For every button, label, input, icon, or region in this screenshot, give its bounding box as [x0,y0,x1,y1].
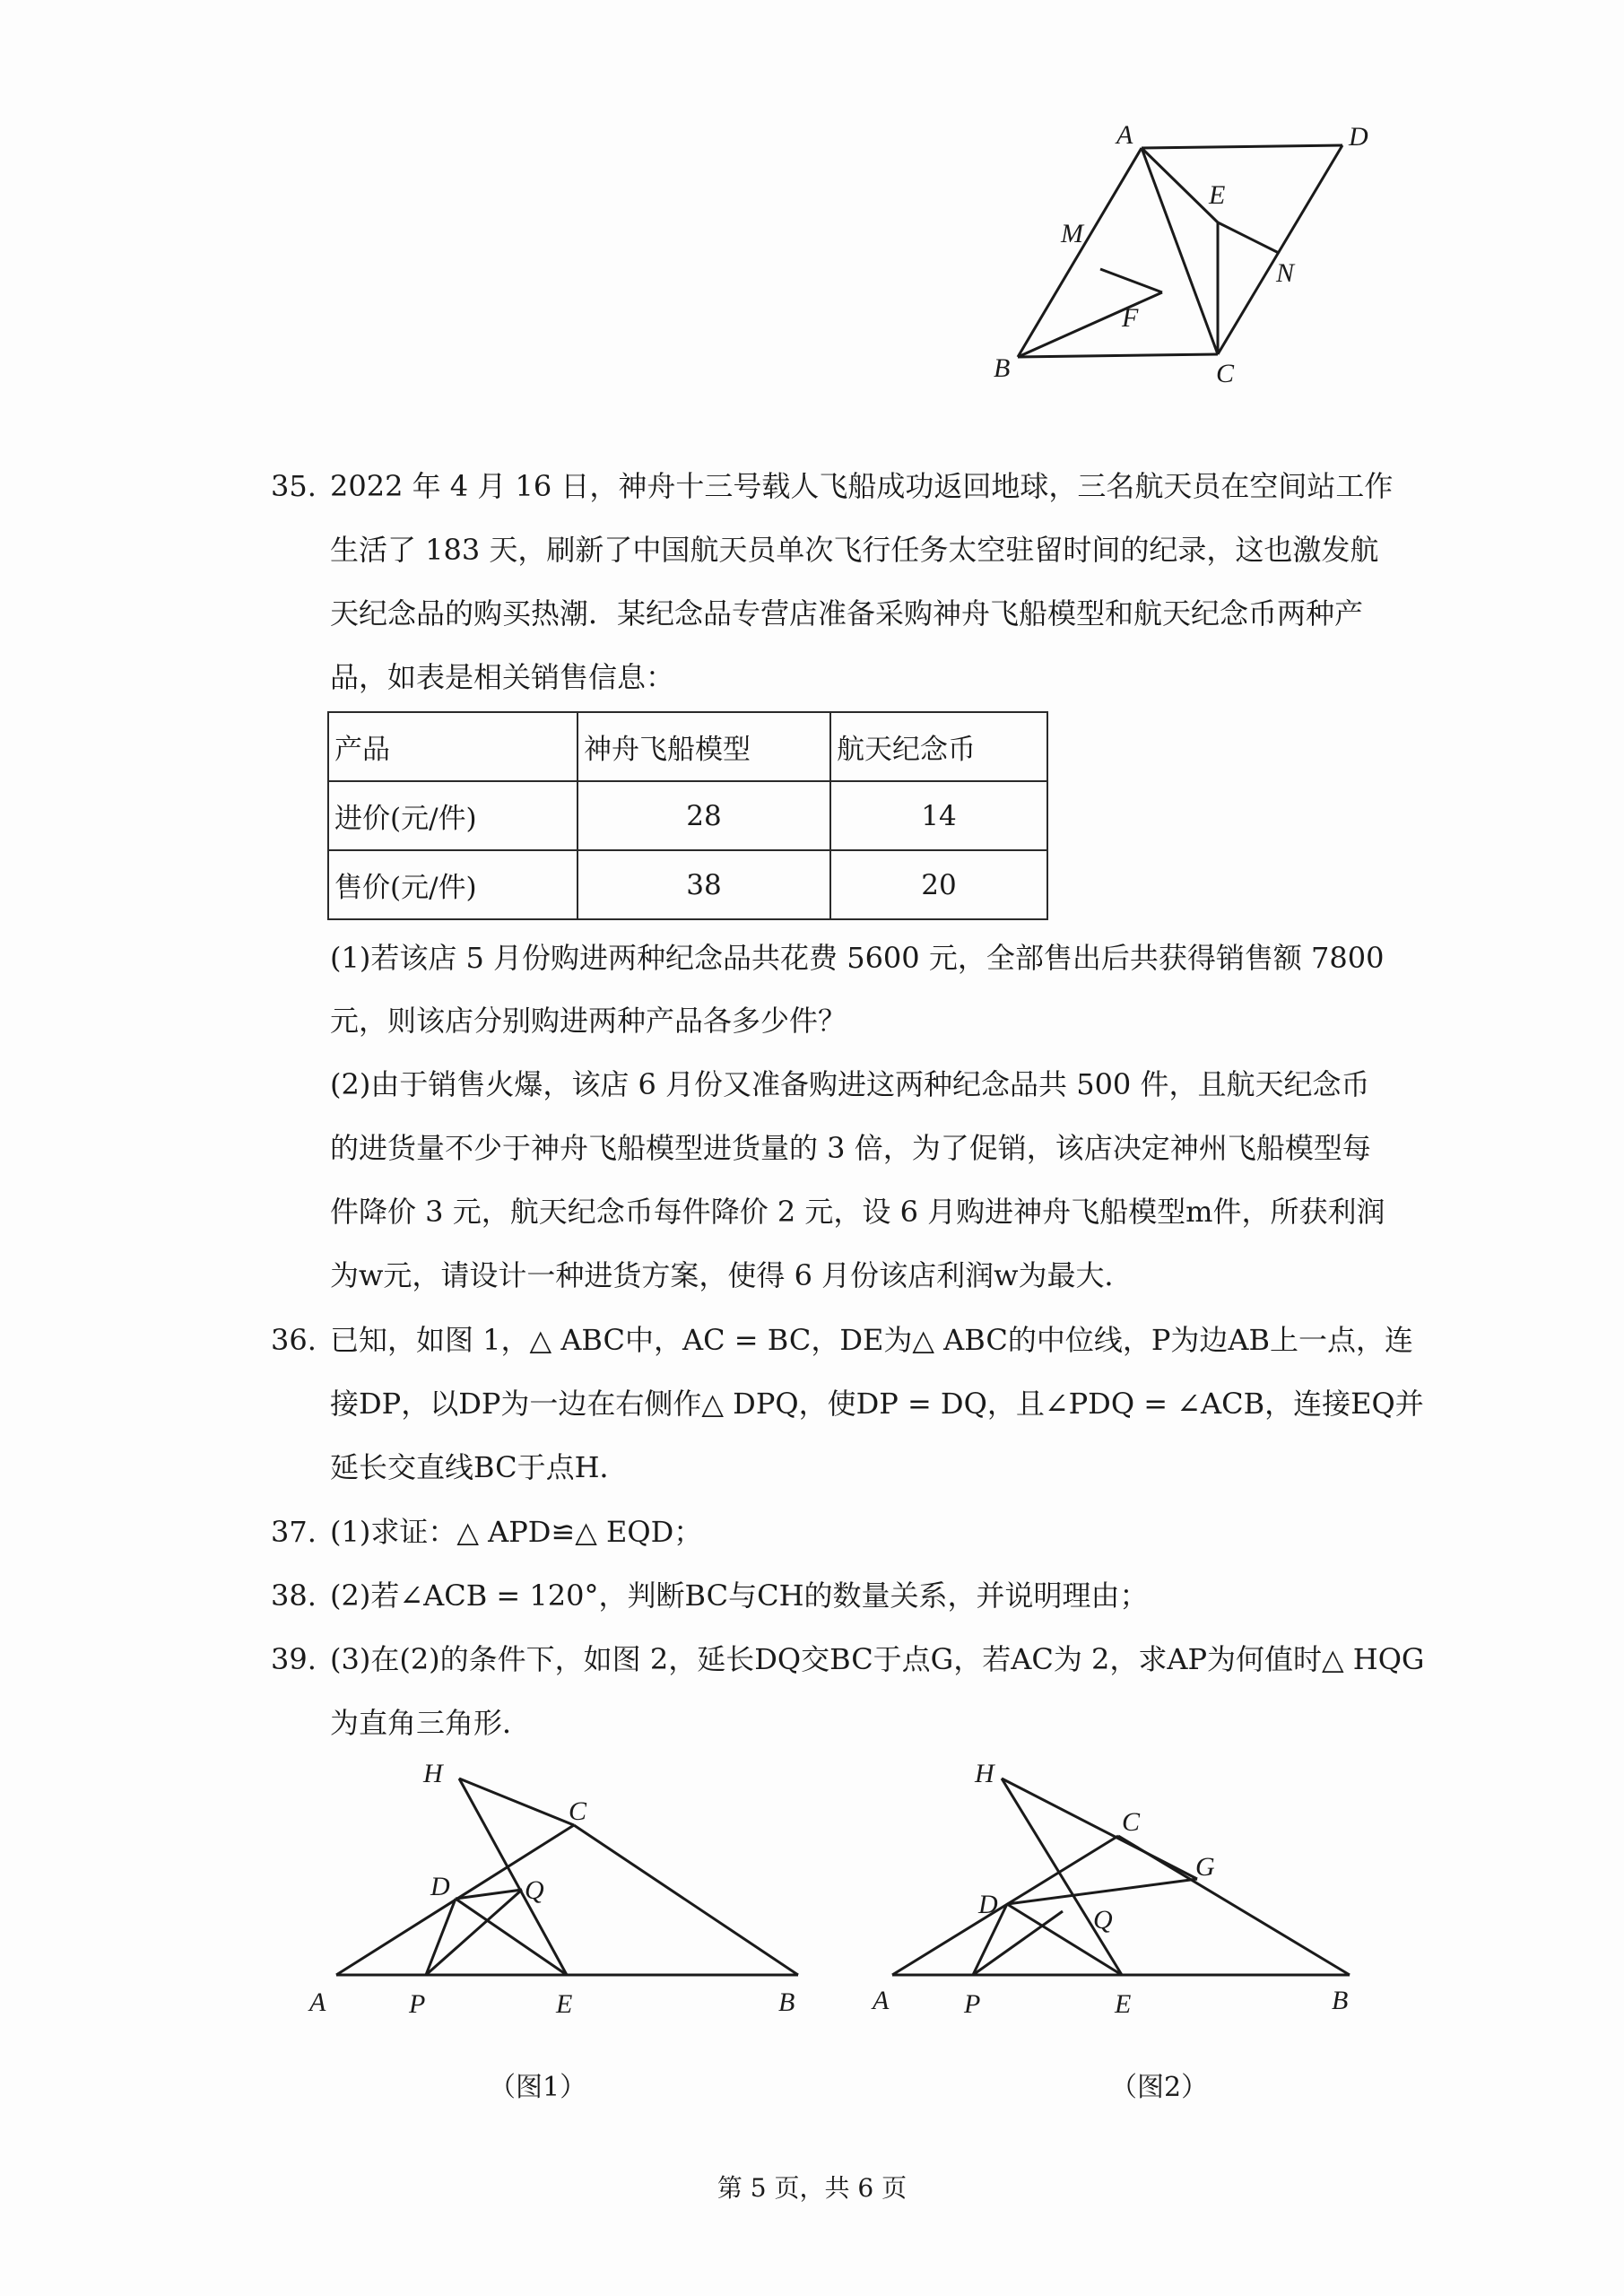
edge-AC [1142,148,1218,354]
sales-info-table [327,711,1048,920]
q38-text: (2)若∠ACB = 120°，判断BC与CH的数量关系，并说明理由； [330,1578,1149,1613]
segment-HC [459,1779,574,1825]
segment-HE [459,1779,567,1975]
label-G: G [1195,1852,1215,1882]
q36-line-1: 已知，如图 1，△ ABC中，AC = BC，DE为△ ABC的中位线，P为边AB上一点，连 [330,1323,1414,1357]
table-cell: 38 [578,850,830,919]
q39-number: 39. [271,1642,317,1676]
figure-parallelogram [968,117,1399,395]
q35-part2-line-4: 为w元，请设计一种进货方案，使得 6 月份该店利润w为最大． [330,1258,1133,1292]
table-header-cell: 产品 [328,712,578,781]
figure-1 [296,1753,816,2040]
table-cell: 14 [830,781,1047,850]
q36-line-2: 接DP，以DP为一边在右侧作△ DPQ，使DP = DQ，且∠PDQ = ∠ACB，连接EQ并 [330,1387,1424,1421]
q35-part1-line-2: 元，则该店分别购进两种产品各多少件？ [330,1004,847,1038]
table-row [328,781,1047,850]
label-F: F [1122,303,1139,333]
label-B: B [994,353,1011,383]
label-Q: Q [1093,1905,1113,1935]
label-B: B [1332,1986,1349,2015]
figure-2 [856,1753,1376,2040]
label-A: A [1116,120,1133,150]
table-cell: 28 [578,781,830,850]
figure-1-caption: （图1） [489,2072,587,2103]
segment-DE [456,1899,567,1975]
label-E: E [1209,180,1226,210]
label-Q: Q [525,1875,544,1905]
label-E: E [1115,1989,1132,2019]
side-CB [574,1825,798,1975]
label-P: P [964,1989,981,2019]
table-header-cell: 神舟飞船模型 [578,712,830,781]
table-cell: 售价(元/件) [328,850,578,919]
q36-number: 36. [271,1323,317,1357]
label-H: H [975,1759,994,1788]
label-N: N [1276,258,1295,288]
q35-part2-line-3: 件降价 3 元，航天纪念币每件降价 2 元，设 6 月购进神舟飞船模型m件，所获利润 [330,1195,1385,1229]
label-A: A [873,1986,890,2015]
segment-AE [1142,148,1218,222]
segment-PQ [426,1890,522,1975]
q35-line-3: 天纪念品的购买热潮．某纪念品专营店准备采购神舟飞船模型和航天纪念币两种产 [330,596,1364,631]
segment-EN [1218,222,1279,253]
segment-BF [1018,292,1162,357]
q35-number: 35. [271,469,317,503]
table-cell: 20 [830,850,1047,919]
label-B: B [778,1987,795,2017]
label-D: D [978,1890,998,1919]
label-M: M [1061,219,1083,248]
table-row [328,850,1047,919]
figure-1-svg [296,1753,816,2040]
label-C: C [1216,359,1235,388]
q35-part2-line-2: 的进货量不少于神舟飞船模型进货量的 3 倍，为了促销，该店决定神州飞船模型每 [330,1131,1371,1165]
q35-line-4: 品，如表是相关销售信息： [330,660,675,694]
edge-DC [1218,145,1342,354]
label-D: D [1349,122,1368,152]
figure-2-caption: （图2） [1110,2072,1209,2103]
q39-line-1: (3)在(2)的条件下，如图 2，延长DQ交BC于点G，若AC为 2，求AP为何值时△ HQG [330,1642,1425,1676]
q35-line-2: 生活了 183 天，刷新了中国航天员单次飞行任务太空驻留时间的纪录，这也激发航 [330,533,1379,567]
segment-PQ [973,1911,1063,1975]
segment-FM [1100,269,1162,292]
label-E: E [556,1989,573,2019]
edge-CB [1018,354,1218,357]
q35-part2-line-1: (2)由于销售火爆，该店 6 月份又准备购进这两种纪念品共 500 件，且航天纪念币 [330,1067,1370,1101]
q37-number: 37. [271,1515,317,1549]
q39-line-2: 为直角三角形． [330,1706,532,1740]
q35-line-1: 2022 年 4 月 16 日，神舟十三号载人飞船成功返回地球，三名航天员在空间站工作 [330,469,1394,503]
label-H: H [423,1759,443,1788]
q38-number: 38. [271,1578,317,1613]
table-row [328,712,1047,781]
label-P: P [409,1989,426,2019]
q37-text: (1)求证：△ APD≌△ EQD； [330,1515,703,1549]
table-cell: 进价(元/件) [328,781,578,850]
label-D: D [430,1872,450,1901]
label-C: C [569,1796,587,1826]
q35-part1-line-1: (1)若该店 5 月份购进两种纪念品共花费 5600 元，全部售出后共获得销售额 7800 [330,941,1385,975]
label-C: C [1122,1807,1141,1837]
figure-parallelogram-svg [968,117,1399,395]
q36-line-3: 延长交直线BC于点H． [330,1450,629,1484]
table-header-cell: 航天纪念币 [830,712,1047,781]
segment-DG [1007,1879,1197,1904]
label-A: A [309,1987,326,2017]
edge-AD [1142,145,1342,148]
figure-2-svg [856,1753,1376,2040]
page-footer: 第 5 页，共 6 页 [716,2173,908,2203]
